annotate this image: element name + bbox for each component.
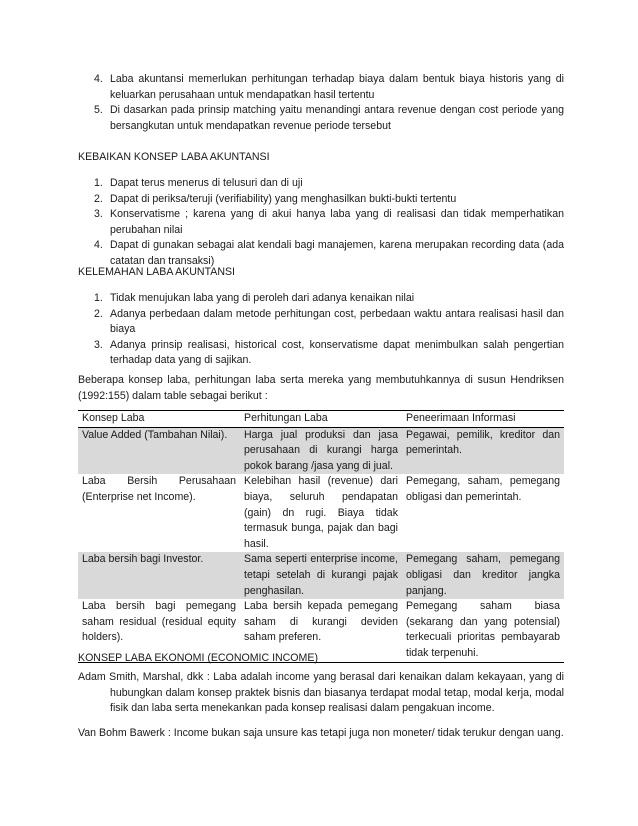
list-item: 3. Konservatisme ; karena yang di akui hanya laba yang di realisasi dan tidak memperhatikan perubahan nilai: [94, 208, 564, 236]
ekonomi-para2-block: [78, 726, 564, 742]
table-block: [78, 410, 564, 663]
kelemahan-list: [78, 291, 564, 369]
column-header: Konsep Laba: [78, 411, 240, 428]
list-item: 5. Di dasarkan pada prinsip matching yaitu menandingi antara revenue dengan cost periode yang bersangkutan untuk mendapatkan revenue periode tersebut: [94, 104, 564, 132]
table-cell: Harga jual produksi dan jasa perusahaan di kurangi harga pokok barang /jasa yang di jual.: [240, 427, 402, 474]
table-cell: Sama seperti enterprise income, tetapi setelah di kurangi pajak penghasilan.: [240, 552, 402, 599]
section-heading: KONSEP LABA EKONOMI (ECONOMIC INCOME): [78, 652, 318, 664]
ekonomi-para1-block: [78, 670, 564, 717]
intro-list: [78, 72, 564, 134]
table-cell: Pemegang saham biasa (sekarang dan yang potensial) terkecuali prioritas pembayarab tidak terpenuhi.: [402, 599, 564, 662]
column-header: Perhitungan Laba: [240, 411, 402, 428]
kelemahan-heading-block: [78, 265, 564, 281]
laba-table: [78, 410, 564, 663]
table-cell: Laba bersih bagi pemegang saham residual (residual equity holders).: [78, 599, 240, 662]
table-row: [78, 474, 564, 552]
table-cell: Pegawai, pemilik, kreditor dan pemerintah.: [402, 427, 564, 474]
section-heading: KEBAIKAN KONSEP LABA AKUNTANSI: [78, 151, 270, 163]
table-row: [78, 552, 564, 599]
table-cell: Kelebihan hasil (revenue) dari biaya, seluruh pendapatan (gain) dn rugi. Biaya tidak termasuk bunga, pajak dan bagi hasil.: [244, 475, 398, 550]
list-item: 2. Dapat di periksa/teruji (verifiability) yang menghasilkan bukti-bukti tertentu: [94, 192, 457, 205]
table-cell: Laba bersih kepada pemegang saham di kurangi deviden saham preferen.: [240, 599, 402, 662]
table-intro: Beberapa konsep laba, perhitungan laba serta mereka yang membutuhkannya di susun Hendriksen (1992:155) dalam table sebagai berikut :: [78, 374, 564, 402]
table-header-row: [78, 411, 564, 428]
table-intro-block: [78, 373, 564, 404]
paragraph: Adam Smith, Marshal, dkk : Laba adalah income yang berasal dari kenaikan dalam kekayaan, yang di hubungkan dalam konsep praktek bisnis dan biasanya terdapat modal tetap, modal kerja, modal fisik dan laba serta menekankan pada konsep realisasi dalam pengakuan income.: [78, 671, 564, 715]
list-item: 2. Adanya perbedaan dalam metode perhitungan cost, perbedaan waktu antara realisasi hasil dan biaya: [94, 307, 564, 336]
kebaikan-heading-block: [78, 150, 564, 166]
table-row: [78, 427, 564, 474]
kebaikan-list: [78, 176, 564, 270]
kelemahan-list-block: [78, 291, 564, 369]
list-item: 4. Dapat di gunakan sebagai alat kendali bagi manajemen, karena merupakan recording data (ada catatan dan transaksi): [94, 239, 564, 267]
table-cell: Pemegang, saham, pemegang obligasi dan pemerintah.: [406, 475, 560, 503]
column-header: Peneerimaan Informasi: [402, 411, 564, 428]
list-item: 3. Adanya prinsip realisasi, historical cost, konservatisme dapat menimbulkan salah pengertian terhadap data yang di sajikan.: [94, 338, 564, 367]
paragraph: Van Bohm Bawerk : Income bukan saja unsure kas tetapi juga non moneter/ tidak terukur dengan uang.: [78, 727, 564, 739]
list-item: 1. Dapat terus menerus di telusuri dan di uji: [94, 177, 303, 189]
table-cell: Value Added (Tambahan Nilai).: [78, 427, 240, 474]
list-item: 1. Tidak menujukan laba yang di peroleh dari adanya kenaikan nilai: [94, 292, 415, 304]
table-cell: Laba bersih bagi Investor.: [78, 552, 240, 599]
intro-list-block: [78, 72, 564, 134]
kebaikan-list-block: [78, 176, 564, 270]
list-item: 4. Laba akuntansi memerlukan perhitungan terhadap biaya dalam bentuk biaya historis yang di keluarkan perusahaan untuk mendapatkan hasil tertentu: [94, 73, 564, 101]
ekonomi-heading-block: [78, 651, 564, 667]
section-heading: KELEMAHAN LABA AKUNTANSI: [78, 266, 235, 278]
table-cell: Pemegang saham, pemegang obligasi dan kreditor jangka panjang.: [402, 552, 564, 599]
table-cell: Laba Bersih Perusahaan (Enterprise net Income).: [82, 475, 236, 503]
